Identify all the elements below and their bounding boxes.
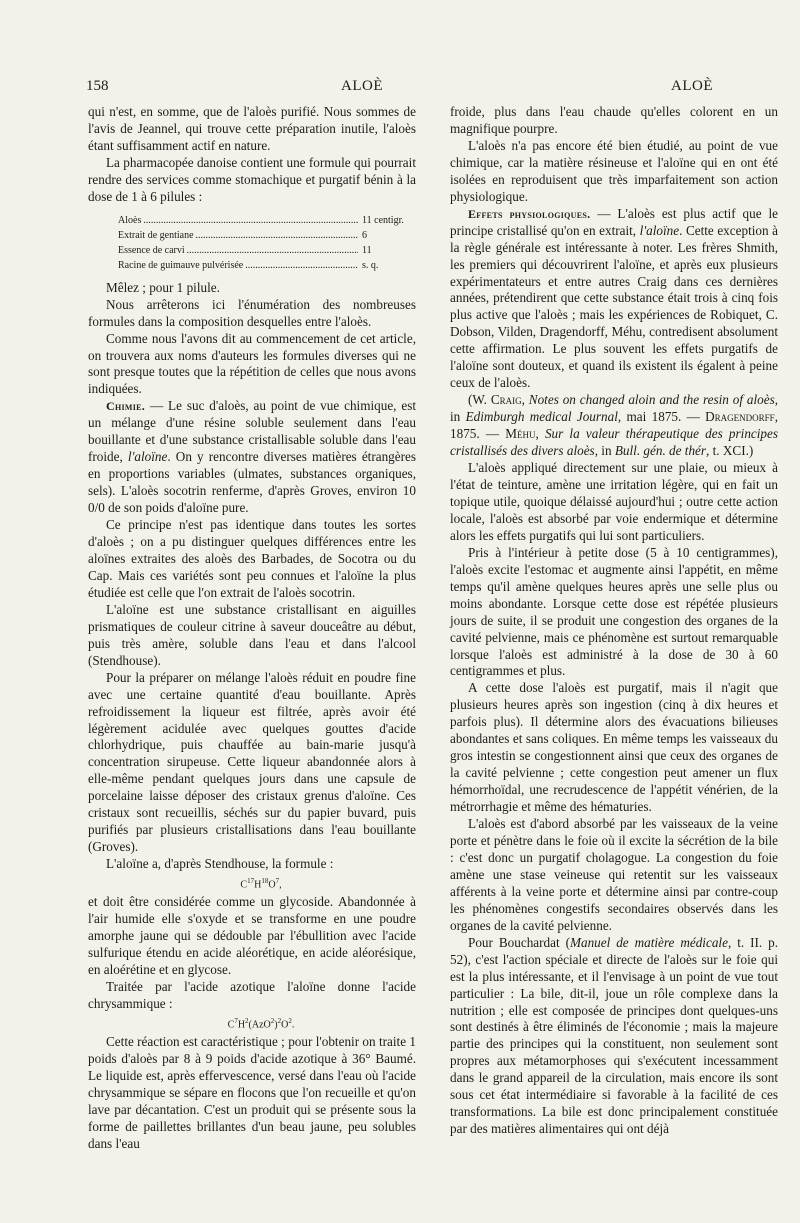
recipe-quantity: s. q. (362, 259, 379, 271)
running-title-left: ALOÈ (341, 78, 383, 94)
page-number: 158 (86, 78, 109, 94)
running-header (86, 78, 776, 100)
recipe-row (118, 228, 416, 243)
running-title-right: ALOÈ (671, 78, 713, 94)
paragraph: Pour la préparer on mélange l'aloès réduit en poudre fine avec une certaine quantité d'eau bouillante. Après refroidissement la liqueur est filtrée, après avoir été légèrement acidulée avec quelques gouttes d'acide chlorhydrique, puis chauffée au bain-marie jusqu'à concentration sirupeuse. Cette liqueur abandonnée alors à elle-même pendant quelques jours dans une capsule de porcelaine laisse déposer des cristaux grenus d'aloïne. Ces cristaux sont recueillis, séchés sur du papier buvard, puis purifiés par plusieurs cristallisations dans l'eau bouillante (Groves). (88, 669, 416, 855)
paragraph: Nous arrêterons ici l'énumération des nombreuses formules dans la composition desquelles entre l'aloès. (88, 296, 416, 329)
recipe-ingredient: Aloès ..... (118, 213, 358, 228)
right-column (450, 104, 778, 1138)
paragraph: et doit être considérée comme un glycoside. Abandonnée à l'air humide elle s'oxyde et se transforme en une poudre amorphe jaune qui se dédouble par l'ébullition avec l'acide sulfurique étendu en acide aléorétique, en acide aléorésique, en aloérétine et en glycose. (88, 894, 416, 978)
paragraph: L'aloès n'a pas encore été bien étudié, au point de vue chimique, car la matière résineuse et l'aloïne qui en ont été isolées en reproduisent que très imparfaitement son action physiologique. (450, 137, 778, 204)
paragraph: L'aloès appliqué directement sur une plaie, ou mieux à l'état de teinture, amène une irritation légère, qui en fait un topique utile, quoique délaissé aujourd'hui ; outre cette action locale, l'aloès est absorbé par voie endermique et détermine alors les effets purgatifs qui lui sont particuliers. (450, 460, 778, 543)
paragraph: froide, plus dans l'eau chaude qu'elles colorent en un magnifique pourpre. (450, 104, 778, 136)
paragraph: Cette réaction est caractéristique ; pour l'obtenir on traite 1 poids d'aloès par 8 à 9 poids d'acide azotique à 36° Baumé. Le liquide est, après effervescence, versé dans l'eau où l'acide chrysammique se sépare en flocons que l'on recueille et qu'on lave par décantation. C'est un produit qui se présente sous la forme de paillettes brillantes d'un beau jaune, peu solubles dans l'eau (88, 1034, 416, 1152)
left-column (88, 104, 416, 1153)
section-chimie: Chimie. — Le suc d'aloès, au point de vue chimique, est un mélange d'une résine soluble seulement dans l'eau bouillante et d'une substance cristallisable soluble dans l'eau froide, l'aloïne. On y rencontre diverses matières étrangères en proportions variables (ulmates, substances organiques, sels). L'aloès socotrin renferme, d'après Groves, environ 10 0/0 de son poids d'aloïne pure. (88, 398, 416, 516)
paragraph: La pharmacopée danoise contient une formule qui pourrait rendre des services comme stomachique et purgatif bénin à la dose de 1 à 6 pilules : (88, 154, 416, 204)
paragraph: L'aloïne a, d'après Stendhouse, la formule : (106, 856, 334, 872)
paragraph: Traitée par l'acide azotique l'aloïne donne l'acide chrysammique : (88, 979, 416, 1012)
section-heading: Chimie. (106, 399, 146, 414)
paragraph: Comme nous l'avons dit au commencement de cet article, on trouvera aux noms d'auteurs les formules diverses qui ne sont presque toutes que la répétition de celles que nous avons indiquées. (88, 330, 416, 397)
paragraph: L'aloès est d'abord absorbé par les vaisseaux de la veine porte et pénètre dans le foie où il excite la sécrétion de la bile : c'est donc un purgatif cholagogue. La congestion du foie amène une stase veineuse qui retentit sur les vaisseaux afférents à la veine porte et détermine ainsi par contre-coup les phénomènes congestifs secondaires observés dans les organes de la cavité pelvienne. (450, 816, 778, 933)
recipe-list (118, 213, 416, 273)
bibliographic-reference: (W. Craig, Notes on changed aloin and the resin of aloès, in Edimburgh medical Journal, mai 1875. — Dragendorff, 1875. — Méhu, Sur la valeur thérapeutique des principes cristallisés des divers aloès, in Bull. gén. de thér, t. XCI.) (450, 392, 779, 459)
recipe-row (118, 243, 416, 258)
paragraph: Mêlez ; pour 1 pilule. (106, 279, 220, 295)
recipe-ingredient: Extrait de gentiane ..... (118, 228, 358, 243)
recipe-ingredient: Racine de guimauve pulvérisée ..... (118, 258, 358, 273)
recipe-row (118, 258, 416, 273)
recipe-quantity: 6 (362, 229, 367, 241)
paragraph: qui n'est, en somme, que de l'aloès purifié. Nous sommes de l'avis de Jeannel, qui trouve cette préparation inutile, l'aloès étant suffisamment actif en nature. (88, 104, 416, 153)
chemical-formula: $C^{17}H^{18}O^7$, (240, 877, 282, 891)
recipe-quantity: 11 (362, 244, 372, 256)
paragraph: Ce principe n'est pas identique dans toutes les sortes d'aloès ; on a pu distinguer quelques différences entre les aloïnes extraites des aloès des Barbades, de Socotra ou du Cap. Mais ces variétés sont peu connues et l'aloïne la plus étudiée est celle que l'on extrait de l'aloès socotrin. (88, 517, 416, 600)
recipe-ingredient: Essence de carvi ..... (118, 243, 358, 258)
paragraph: L'aloïne est une substance cristallisant en aiguilles prismatiques de couleur citrine à saveur douceâtre au début, puis très amère, soluble dans l'eau et dans l'alcool (Stendhouse). (88, 601, 416, 668)
recipe-quantity: 11 centigr. (362, 214, 404, 226)
paragraph: A cette dose l'aloès est purgatif, mais il n'agit que plusieurs heures après son ingestion (cinq à dix heures et parfois plus). Il détermine alors des évacuations bilieuses abondantes et sans coliques. En même temps les vaisseaux du gros intestin se congestionnent ainsi que ceux des organes de la cavité pelvienne ; cette congestion peut amener un flux hémorrhoïdal, une recrudescence de l'appétit vénérien, de la métrorrhagie et même des hématuries. (450, 680, 778, 815)
paragraph: Pris à l'intérieur à petite dose (5 à 10 centigrammes), l'aloès excite l'estomac et augmente ainsi l'appétit, en même temps qu'il amène quelques heures après une selle plus ou moins abondante. Lorsque cette dose est répétée plusieurs jours de suite, il se produit une congestion des organes de la cavité pelvienne, mais ce phénomène est surtout remarquable lorsque l'aloès est administré à la dose de 30 à 60 centigrammes et plus. (450, 544, 778, 679)
section-effets: Effets physiologiques. — L'aloès est plus actif que le principe cristallisé qu'on en extrait, l'aloïne. Cette exception à la règle générale est intéressante à noter. Les frères Shmith, les premiers qui découvrirent l'aloïne, et après eux plusieurs expérimentateurs et entre autres Craig dans ces dernières années, prétendirent que cette substance était trois à cinq fois plus active que l'aloès ; mais les expériences de Robiquet, C. Dobson, Vilden, Dragendorff, Méhu, contredisent absolument cette affirmation. Le plus souvent les effets purgatifs de l'aloïne sont douteux, et quand ils existent ils égalent à peine ceux de l'aloès. (450, 205, 778, 391)
section-heading: Effets physiologiques. (468, 206, 591, 221)
recipe-row (118, 213, 416, 228)
paragraph: Pour Bouchardat (Manuel de matière médicale, t. II. p. 52), c'est l'action spéciale et directe de l'aloès sur le foie qui est la plus intéressante, et il l'envisage à un point de vue tout particulier : La bile, dit-il, joue un rôle complexe dans la nutrition ; elle est composée de principes dont quelques-uns sont destinés à être éliminés de l'économie ; mais la majeure partie des principes qui la constituent, non seulement sont propres aux métamorphoses qui s'exécutent incessamment dans le grand appareil de la circulation, mais encore ils sont sous cet état intermédiaire si favorable à la facilité de ces transformations. La bile est donc principalement constituée par des matières alimentaires qui ont déjà (450, 934, 779, 1137)
chemical-formula: $C^7H^2(AzO^2)^2O^2$. (227, 1017, 295, 1031)
